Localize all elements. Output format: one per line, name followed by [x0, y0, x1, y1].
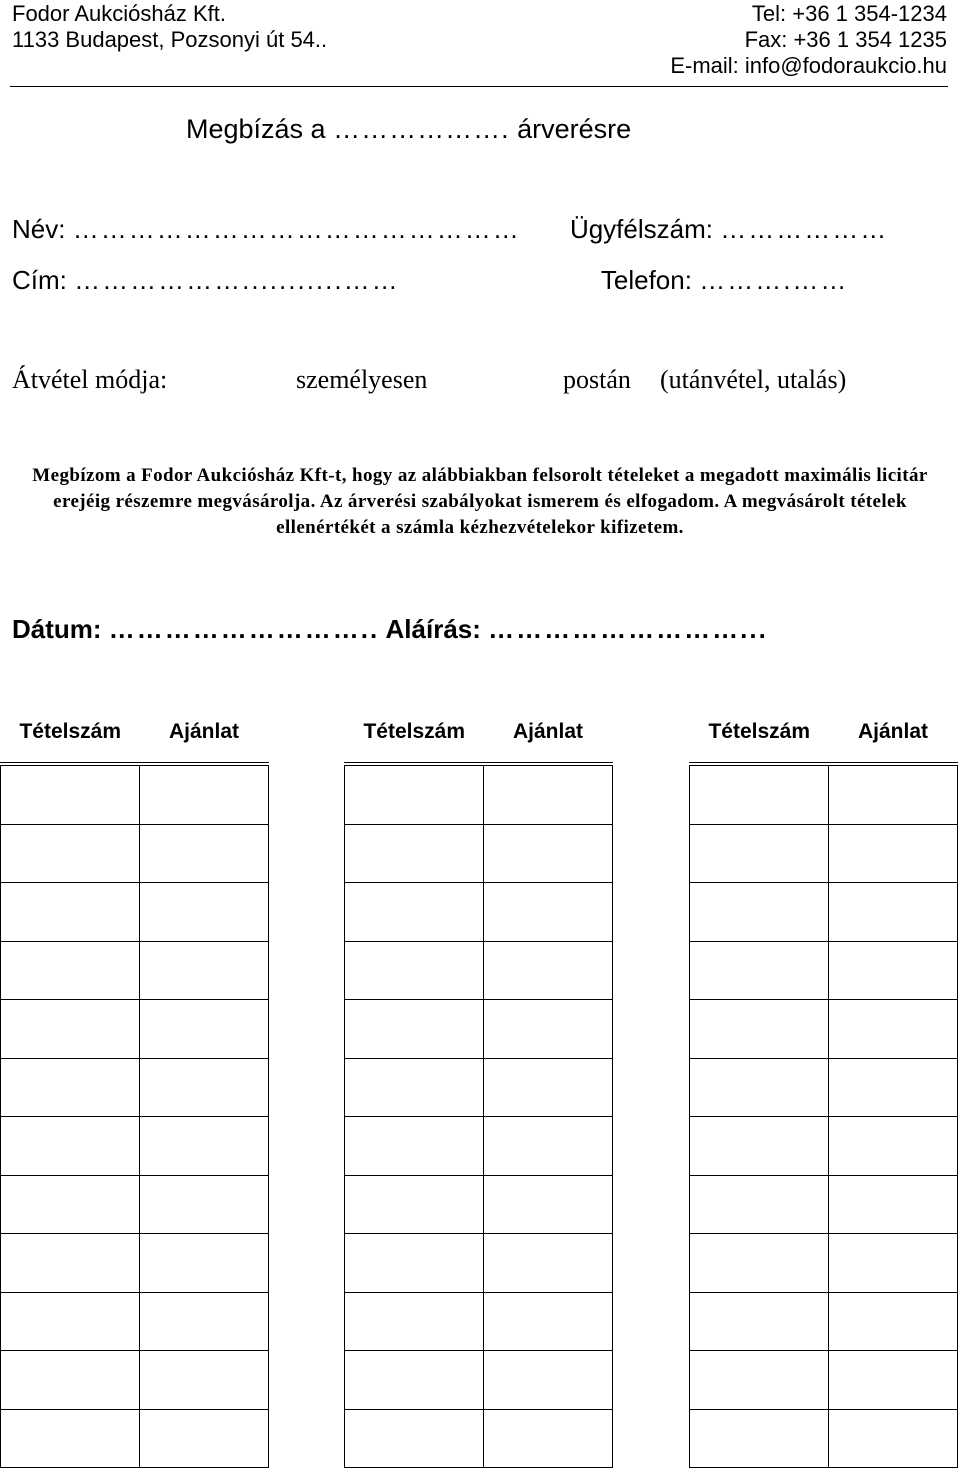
lot-number-cell[interactable]: [690, 1292, 829, 1351]
bid-row: [1, 1234, 269, 1293]
bid-row: [345, 941, 613, 1000]
offer-cell[interactable]: [484, 1000, 613, 1059]
delivery-option-post[interactable]: postán: [563, 365, 631, 394]
delivery-label: Átvétel módja:: [12, 365, 168, 394]
lot-number-cell[interactable]: [690, 1117, 829, 1176]
client-number-field[interactable]: ………………: [720, 214, 889, 244]
bid-row: [1, 1292, 269, 1351]
offer-cell[interactable]: [484, 824, 613, 883]
offer-cell[interactable]: [484, 1351, 613, 1410]
lot-number-cell[interactable]: [345, 764, 484, 824]
form-title: [186, 114, 631, 145]
offer-cell[interactable]: [484, 1409, 613, 1468]
lot-number-cell[interactable]: [345, 1117, 484, 1176]
offer-cell[interactable]: [829, 1058, 958, 1117]
offer-cell[interactable]: [829, 883, 958, 942]
bid-row: [690, 1234, 958, 1293]
offer-cell[interactable]: [829, 1175, 958, 1234]
bid-row: [345, 1409, 613, 1468]
bid-row: [690, 1058, 958, 1117]
bid-table-2: [344, 702, 613, 1468]
bid-row: [345, 764, 613, 824]
lot-number-cell[interactable]: [345, 824, 484, 883]
delivery-option-personal[interactable]: személyesen: [296, 365, 428, 394]
offer-cell[interactable]: [140, 764, 269, 824]
bid-row: [1, 824, 269, 883]
offer-cell[interactable]: [140, 1058, 269, 1117]
offer-cell[interactable]: [140, 1117, 269, 1176]
bid-row: [1, 1058, 269, 1117]
address-label: Cím:: [12, 265, 67, 295]
lot-number-cell[interactable]: [690, 1175, 829, 1234]
bid-row: [1, 883, 269, 942]
offer-cell[interactable]: [140, 1000, 269, 1059]
bid-row: [345, 1351, 613, 1410]
lot-number-cell[interactable]: [345, 1292, 484, 1351]
company-name: Fodor Aukciósház Kft.: [12, 1, 226, 26]
bid-row: [690, 1000, 958, 1059]
lot-number-cell[interactable]: [1, 1000, 140, 1059]
offer-cell[interactable]: [829, 1409, 958, 1468]
phone-label: Telefon:: [600, 265, 692, 295]
offer-cell[interactable]: [829, 1292, 958, 1351]
bid-row: [1, 764, 269, 824]
bid-row: [1, 1175, 269, 1234]
lot-number-cell[interactable]: [345, 1409, 484, 1468]
bid-row: [1, 1000, 269, 1059]
offer-cell[interactable]: [140, 1292, 269, 1351]
offer-header: Ajánlat: [484, 702, 613, 764]
offer-cell[interactable]: [829, 1234, 958, 1293]
bid-table-1: [0, 702, 269, 1468]
offer-header: Ajánlat: [140, 702, 269, 764]
phone-field[interactable]: ……….……: [699, 265, 849, 295]
lot-number-cell[interactable]: [1, 1175, 140, 1234]
auction-name-blank[interactable]: ……………….: [333, 114, 510, 144]
bid-row: [690, 1292, 958, 1351]
bid-row: [345, 1292, 613, 1351]
lot-number-cell[interactable]: [1, 941, 140, 1000]
name-label: Név:: [12, 214, 66, 244]
fax-number: Fax: +36 1 354 1235: [744, 27, 947, 52]
lot-number-header: Tételszám: [1, 702, 140, 764]
bid-row: [690, 1117, 958, 1176]
offer-cell[interactable]: [484, 1292, 613, 1351]
title-suffix: árverésre: [517, 114, 632, 144]
bid-row: [345, 1117, 613, 1176]
bid-row: [690, 1409, 958, 1468]
lot-number-cell[interactable]: [690, 1409, 829, 1468]
lot-number-cell[interactable]: [690, 764, 829, 824]
bid-row: [345, 824, 613, 883]
company-block: [12, 1, 327, 53]
email-address: E-mail: info@fodoraukcio.hu: [670, 53, 947, 78]
bid-table-3: [689, 702, 958, 1468]
offer-cell[interactable]: [140, 824, 269, 883]
bid-row: [1, 1351, 269, 1410]
offer-cell[interactable]: [484, 1234, 613, 1293]
lot-number-cell[interactable]: [1, 883, 140, 942]
bid-row: [1, 1409, 269, 1468]
bid-row: [345, 1058, 613, 1117]
lot-number-cell[interactable]: [345, 1234, 484, 1293]
phone-number: Tel: +36 1 354-1234: [751, 1, 947, 26]
date-label: Dátum:: [12, 614, 102, 644]
lot-number-header: Tételszám: [345, 702, 484, 764]
bid-row: [690, 883, 958, 942]
offer-cell[interactable]: [484, 1058, 613, 1117]
lot-number-cell[interactable]: [345, 883, 484, 942]
bid-row: [690, 824, 958, 883]
offer-cell[interactable]: [140, 1175, 269, 1234]
offer-cell[interactable]: [829, 1000, 958, 1059]
offer-cell[interactable]: [484, 764, 613, 824]
bid-row: [690, 1175, 958, 1234]
date-field[interactable]: ………………………..: [108, 614, 380, 644]
bid-row: [690, 941, 958, 1000]
bid-row: [690, 764, 958, 824]
lot-number-cell[interactable]: [690, 1234, 829, 1293]
bid-row: [345, 1234, 613, 1293]
lot-number-cell[interactable]: [345, 1058, 484, 1117]
lot-number-cell[interactable]: [690, 941, 829, 1000]
offer-cell[interactable]: [484, 883, 613, 942]
offer-cell[interactable]: [484, 941, 613, 1000]
offer-cell[interactable]: [140, 1351, 269, 1410]
name-field[interactable]: …………………………………………: [72, 214, 521, 244]
lot-number-cell[interactable]: [1, 1292, 140, 1351]
lot-number-cell[interactable]: [1, 1409, 140, 1468]
offer-cell[interactable]: [140, 941, 269, 1000]
mandate-text: Megbízom a Fodor Aukciósház Kft-t, hogy az alábbiakban felsorolt tételeket a megadott maximális licitár erejéig részemre megvásárolja. Az árverési szabályokat ismerem és elfogadom. A megvásárolt tételek ellenértékét a számla kézhezvételekor kifizetem.: [32, 465, 928, 538]
offer-cell[interactable]: [140, 1409, 269, 1468]
lot-number-cell[interactable]: [1, 1058, 140, 1117]
offer-cell[interactable]: [829, 1351, 958, 1410]
lot-number-cell[interactable]: [345, 1175, 484, 1234]
address-row: [12, 265, 848, 296]
signature-label: Aláírás:: [385, 614, 481, 644]
lot-number-cell[interactable]: [345, 1351, 484, 1410]
bid-row: [1, 1117, 269, 1176]
company-address: 1133 Budapest, Pozsonyi út 54..: [12, 27, 328, 52]
lot-number-cell[interactable]: [1, 1351, 140, 1410]
offer-cell[interactable]: [484, 1117, 613, 1176]
address-field[interactable]: ………………...........……: [74, 265, 400, 295]
bid-row: [345, 883, 613, 942]
signature-field[interactable]: ………………………...: [488, 614, 768, 644]
lot-number-cell[interactable]: [690, 824, 829, 883]
bid-row: [345, 1000, 613, 1059]
lot-number-cell[interactable]: [690, 1351, 829, 1410]
lot-number-cell[interactable]: [690, 1000, 829, 1059]
header-divider: [10, 86, 948, 87]
offer-cell[interactable]: [140, 883, 269, 942]
offer-cell[interactable]: [829, 764, 958, 824]
bid-row: [345, 1175, 613, 1234]
offer-cell[interactable]: [140, 1234, 269, 1293]
lot-number-cell[interactable]: [345, 1000, 484, 1059]
name-row: [12, 214, 888, 245]
lot-number-cell[interactable]: [1, 824, 140, 883]
offer-header: Ajánlat: [829, 702, 958, 764]
lot-number-cell[interactable]: [1, 764, 140, 824]
offer-cell[interactable]: [829, 1117, 958, 1176]
title-prefix: Megbízás a: [186, 114, 326, 144]
lot-number-cell[interactable]: [345, 941, 484, 1000]
offer-cell[interactable]: [829, 941, 958, 1000]
lot-number-cell[interactable]: [690, 1058, 829, 1117]
bid-row: [1, 941, 269, 1000]
contact-block: [670, 1, 947, 79]
bid-row: [690, 1351, 958, 1410]
lot-number-header: Tételszám: [690, 702, 829, 764]
offer-cell[interactable]: [829, 824, 958, 883]
lot-number-cell[interactable]: [690, 883, 829, 942]
lot-number-cell[interactable]: [1, 1117, 140, 1176]
signature-row: [12, 614, 768, 645]
client-number-label: Ügyfélszám:: [569, 214, 713, 244]
offer-cell[interactable]: [484, 1175, 613, 1234]
delivery-option-post-note: (utánvétel, utalás): [660, 365, 847, 394]
lot-number-cell[interactable]: [1, 1234, 140, 1293]
